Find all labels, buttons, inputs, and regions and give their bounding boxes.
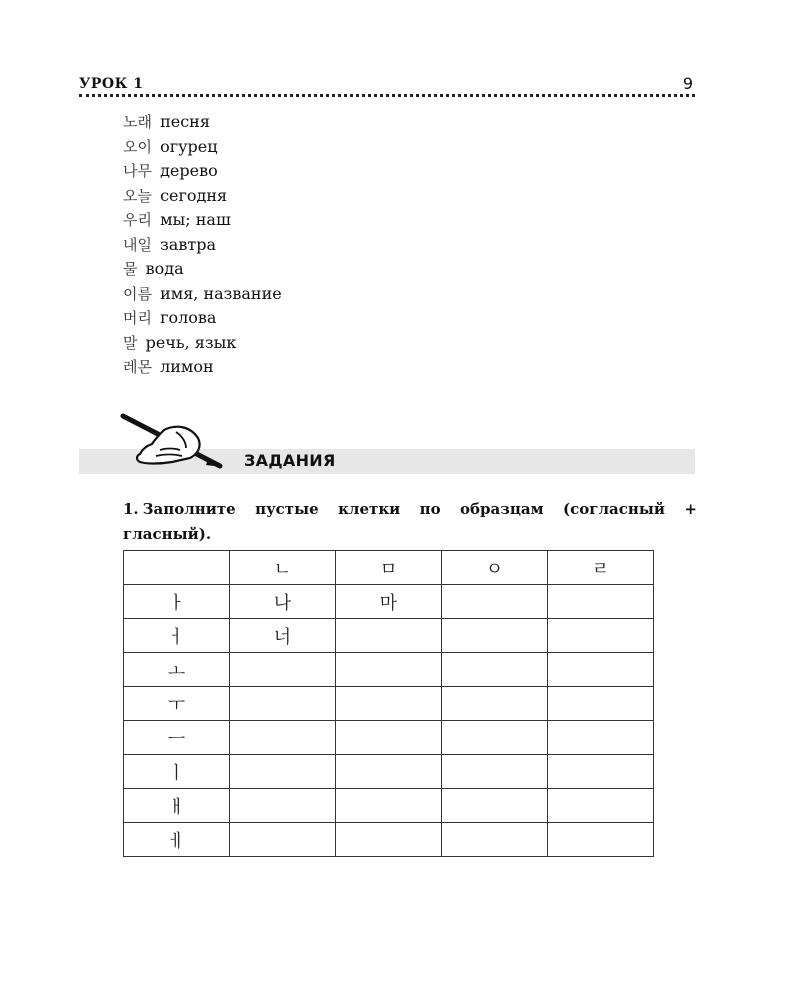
syllable-cell[interactable] <box>336 721 442 755</box>
vocab-russian: огурец <box>160 136 218 156</box>
vocab-russian: речь, язык <box>145 332 237 352</box>
vocab-item <box>123 331 282 356</box>
syllable-cell[interactable] <box>442 619 548 653</box>
task-text: Заполните пустые клетки по образцам (согласный + гласный). <box>123 500 697 543</box>
vocab-russian: завтра <box>160 234 216 254</box>
syllable-cell[interactable] <box>230 687 336 721</box>
vocab-korean: 머리 <box>123 309 152 327</box>
table-row <box>124 721 654 755</box>
vocab-russian: лимон <box>160 357 214 376</box>
vocab-item <box>123 135 282 160</box>
syllable-cell[interactable] <box>442 585 548 619</box>
dotted-divider <box>79 94 695 97</box>
syllable-cell[interactable] <box>336 653 442 687</box>
syllable-cell[interactable] <box>548 721 654 755</box>
consonant-header: ㅇ <box>442 551 548 585</box>
vocab-russian: песня <box>160 112 210 131</box>
syllable-cell[interactable] <box>442 789 548 823</box>
vocab-item <box>123 282 282 307</box>
consonant-header: ㄴ <box>230 551 336 585</box>
syllable-cell[interactable] <box>442 755 548 789</box>
syllable-cell[interactable] <box>548 755 654 789</box>
vocab-item <box>123 208 282 233</box>
table-header-row <box>124 551 654 585</box>
vocab-korean: 오이 <box>123 137 152 156</box>
vowel-header: ㅣ <box>124 755 230 789</box>
syllable-cell[interactable] <box>336 789 442 823</box>
vowel-header: ㅜ <box>124 687 230 721</box>
vocab-korean: 나무 <box>123 162 152 180</box>
syllable-cell[interactable] <box>230 789 336 823</box>
table-row <box>124 687 654 721</box>
vocab-item <box>123 110 282 135</box>
vocab-item <box>123 159 282 184</box>
vocab-item <box>123 184 282 209</box>
syllable-cell[interactable]: 나 <box>230 585 336 619</box>
vocab-russian: дерево <box>160 161 218 180</box>
syllable-cell[interactable] <box>230 721 336 755</box>
vocab-item <box>123 355 282 380</box>
vocab-korean: 오늘 <box>123 186 152 205</box>
syllable-cell[interactable] <box>230 755 336 789</box>
vocab-korean: 레몬 <box>123 358 152 376</box>
vocab-russian: мы; наш <box>160 210 231 229</box>
table-row <box>124 823 654 857</box>
syllable-cell[interactable] <box>548 789 654 823</box>
syllable-cell[interactable] <box>548 619 654 653</box>
consonant-header: ㅁ <box>336 551 442 585</box>
task-instruction <box>123 497 697 547</box>
syllable-cell[interactable] <box>442 653 548 687</box>
table-row <box>124 653 654 687</box>
table-row <box>124 619 654 653</box>
vocab-korean: 내일 <box>123 235 152 254</box>
syllable-cell[interactable] <box>442 823 548 857</box>
syllable-cell[interactable] <box>230 823 336 857</box>
vowel-header: ㅏ <box>124 585 230 619</box>
vocab-russian: имя, название <box>160 283 282 303</box>
vocab-russian: сегодня <box>160 185 228 205</box>
syllable-table <box>123 550 654 857</box>
section-title: ЗАДАНИЯ <box>244 451 336 470</box>
table-corner-cell <box>124 551 230 585</box>
consonant-header: ㄹ <box>548 551 654 585</box>
vowel-header: ㅔ <box>124 823 230 857</box>
vowel-header: ㅓ <box>124 619 230 653</box>
table-row <box>124 755 654 789</box>
vocab-russian: вода <box>145 259 184 278</box>
vocab-russian: голова <box>160 308 217 327</box>
syllable-cell[interactable] <box>548 687 654 721</box>
syllable-cell[interactable] <box>548 585 654 619</box>
syllable-cell[interactable] <box>336 619 442 653</box>
task-number: 1. <box>123 500 139 518</box>
vocab-item <box>123 257 282 282</box>
vowel-header: ㅗ <box>124 653 230 687</box>
syllable-cell[interactable] <box>442 687 548 721</box>
vocab-korean: 우리 <box>123 211 152 229</box>
syllable-cell[interactable] <box>336 687 442 721</box>
writing-hand-icon <box>120 412 224 470</box>
vocabulary-list <box>123 110 282 380</box>
table-row <box>124 789 654 823</box>
syllable-cell[interactable] <box>548 653 654 687</box>
vowel-header: ㅡ <box>124 721 230 755</box>
syllable-cell[interactable] <box>336 755 442 789</box>
vocab-korean: 물 <box>123 260 138 278</box>
vocab-item <box>123 233 282 258</box>
vocab-korean: 이름 <box>123 284 152 303</box>
syllable-cell[interactable]: 너 <box>230 619 336 653</box>
syllable-cell[interactable] <box>336 823 442 857</box>
vowel-header: ㅐ <box>124 789 230 823</box>
lesson-title: УРОК 1 <box>79 76 144 92</box>
vocab-korean: 노래 <box>123 113 152 131</box>
syllable-cell[interactable] <box>548 823 654 857</box>
table-row <box>124 585 654 619</box>
syllable-cell[interactable] <box>442 721 548 755</box>
vocab-korean: 말 <box>123 333 138 352</box>
vocab-item <box>123 306 282 331</box>
syllable-cell[interactable]: 마 <box>336 585 442 619</box>
page-number: 9 <box>682 74 693 93</box>
syllable-cell[interactable] <box>230 653 336 687</box>
page-header <box>79 74 695 96</box>
